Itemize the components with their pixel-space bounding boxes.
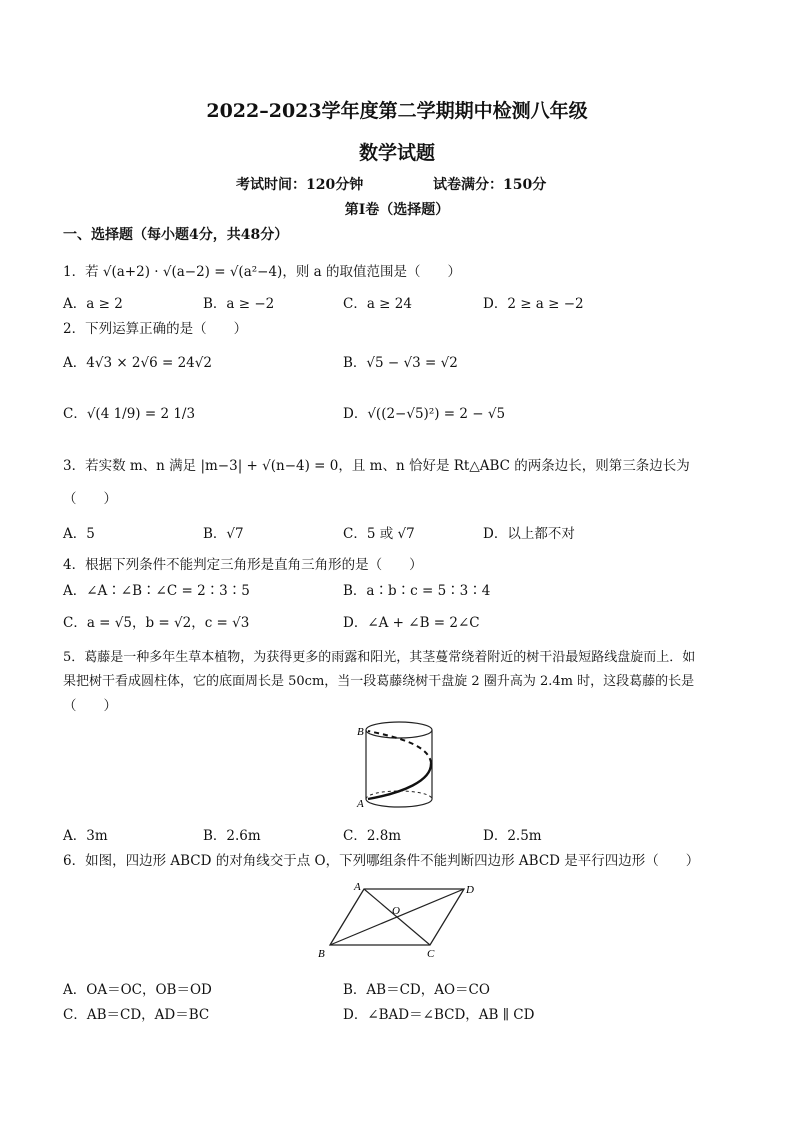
point-c-label: C [427,948,435,960]
question-5-line-1: 5．葛藤是一种多年生草本植物，为获得更多的雨露和阳光，其茎蔓常绕着附近的树干沿最短路线盘旋而上．如 [63,650,696,665]
q2-option-a: A．4√3 × 2√6 = 24√2 [63,355,212,371]
q4-option-a: A．∠A∶∠B∶∠C = 2∶3∶5 [63,583,250,599]
q1-option-c: C．a ≥ 24 [343,296,412,312]
q6-option-d: D．∠BAD＝∠BCD，AB ∥ CD [343,1007,535,1023]
exam-time: 考试时间：120分钟 [236,177,364,193]
exam-subject: 数学试题 [358,142,435,164]
question-2-stem: 2．下列运算正确的是（ ） [63,321,248,337]
question-5-paren: （ ） [63,698,117,714]
q5-option-c: C．2.8m [343,828,402,844]
point-o-label: O [392,905,400,917]
parallelogram-figure [312,877,482,965]
exam-title: 2022–2023学年度第二学期期中检测八年级 [206,100,588,122]
q3-option-d: D．以上都不对 [483,526,575,542]
vine-front-path [368,763,431,799]
question-3-stem: 3．若实数 m、n 满足 |m−3| + √(n−4) = 0，且 m、n 恰好是 Rt△ABC 的两条边长，则第三条边长为 [63,458,690,474]
volume-title: 第Ⅰ卷（选择题） [344,202,450,218]
q3-option-b: B．√7 [203,526,244,542]
q5-option-d: D．2.5m [483,828,542,844]
q6-option-a: A．OA＝OC，OB＝OD [63,982,212,998]
question-4-stem: 4．根据下列条件不能判定三角形是直角三角形的是（ ） [63,557,423,573]
q5-option-b: B．2.6m [203,828,261,844]
q6-option-c: C．AB＝CD，AD＝BC [63,1007,210,1023]
q1-option-a: A．a ≥ 2 [63,296,123,312]
q1-option-d: D．2 ≥ a ≥ −2 [483,296,584,312]
question-3-paren: （ ） [63,491,117,507]
q4-option-b: B．a∶b∶c = 5∶3∶4 [343,583,491,599]
question-5-line-2: 果把树干看成圆柱体，它的底面周长是 50cm，当一段葛藤绕树干盘旋 2 圈升高为 2.4m 时，这段葛藤的长是 [63,674,695,689]
point-b-label: B [357,726,364,738]
q3-option-c: C．5 或 √7 [343,526,415,542]
exam-score: 试卷满分：150分 [433,177,547,193]
point-a-label: A [354,881,361,893]
q3-option-a: A．5 [63,526,95,542]
cylinder-figure [352,715,442,815]
q6-option-b: B．AB＝CD，AO＝CO [343,982,490,998]
q2-option-d: D．√((2−√5)²) = 2 − √5 [343,406,506,422]
point-a-label: A [357,798,364,810]
diagonal-bd [330,889,464,945]
cylinder-bottom-arc [366,799,432,807]
q4-option-d: D．∠A + ∠B = 2∠C [343,615,480,631]
cylinder-top-ellipse [366,722,432,738]
question-1-stem: 1．若 √(a+2) · √(a−2) = √(a²−4)，则 a 的取值范围是（ ） [63,264,461,280]
question-6-stem: 6．如图，四边形 ABCD 的对角线交于点 O，下列哪组条件不能判断四边形 ABCD 是平行四边形（ ） [63,853,700,869]
q2-option-c: C．√(4 1/9) = 2 1/3 [63,406,196,422]
section-heading: 一、选择题（每小题4分，共48分） [63,227,289,243]
point-b-label: B [318,948,325,960]
q2-option-b: B．√5 − √3 = √2 [343,355,458,371]
q5-option-a: A．3m [63,828,108,844]
q1-option-b: B．a ≥ −2 [203,296,275,312]
point-d-label: D [466,884,474,896]
q4-option-c: C．a = √5，b = √2，c = √3 [63,615,250,631]
